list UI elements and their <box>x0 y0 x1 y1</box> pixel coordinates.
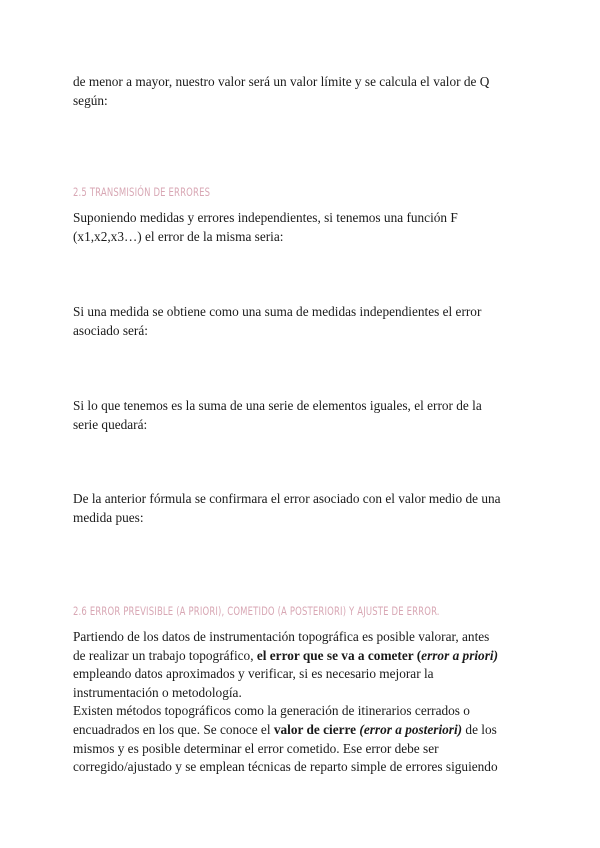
bold-text: valor de cierre <box>273 721 360 737</box>
text-line: instrumentación o metodología. <box>73 684 242 700</box>
text-run: de los <box>462 721 497 737</box>
text-line: serie quedará: <box>73 416 148 432</box>
text-line: corregido/ajustado y se emplean técnicas de reparto simple de errores siguiendo <box>73 759 498 775</box>
text-line: Suponiendo medidas y errores independientes, si tenemos una función F <box>73 210 458 225</box>
text-line: Existen métodos topográficos como la generación de itinerarios cerrados o <box>73 703 470 719</box>
section-heading-2-6: 2.6 ERROR PREVISIBLE (A PRIORI), COMETIDO (A POSTERIORI) Y AJUSTE DE ERROR. <box>73 604 440 618</box>
section-heading-2-5: 2.5 TRANSMISIÓN DE ERRORES <box>73 185 211 199</box>
paragraph-transmision <box>73 209 533 246</box>
bold-italic-text: error a priori) <box>421 647 499 663</box>
text-line: Si lo que tenemos es la suma de una serie de elementos iguales, el error de la <box>73 398 482 413</box>
paragraph-valor-medio <box>73 490 533 527</box>
paragraph-suma-iguales <box>73 397 533 434</box>
paragraph-intro <box>73 73 533 110</box>
text-line: empleando datos aproximados y verificar, si es necesario mejorar la <box>73 666 434 682</box>
paragraph-error-previsible <box>73 628 533 777</box>
text-run: encuadrados en los que. Se conoce el <box>73 721 274 737</box>
bold-italic-text: (error a posteriori) <box>359 721 463 737</box>
text-line: Si una medida se obtiene como una suma de medidas independientes el error <box>73 304 482 319</box>
text-line: asociado será: <box>73 322 148 338</box>
text-run: de realizar un trabajo topográfico, <box>73 647 257 663</box>
bold-text: el error que se va a cometer ( <box>256 647 422 663</box>
paragraph-suma-independientes <box>73 303 533 340</box>
text-line: (x1,x2,x3…) el error de la misma seria: <box>73 228 284 244</box>
text-line: De la anterior fórmula se confirmara el error asociado con el valor medio de una <box>73 491 501 506</box>
text-line <box>73 721 533 740</box>
text-line: mismos y es posible determinar el error cometido. Ese error debe ser <box>73 740 439 756</box>
text-line: según: <box>73 92 108 108</box>
text-line: Partiendo de los datos de instrumentación topográfica es posible valorar, antes <box>73 629 490 644</box>
text-line <box>73 647 533 666</box>
text-line: medida pues: <box>73 509 144 525</box>
text-line: de menor a mayor, nuestro valor será un valor límite y se calcula el valor de Q <box>73 74 490 89</box>
